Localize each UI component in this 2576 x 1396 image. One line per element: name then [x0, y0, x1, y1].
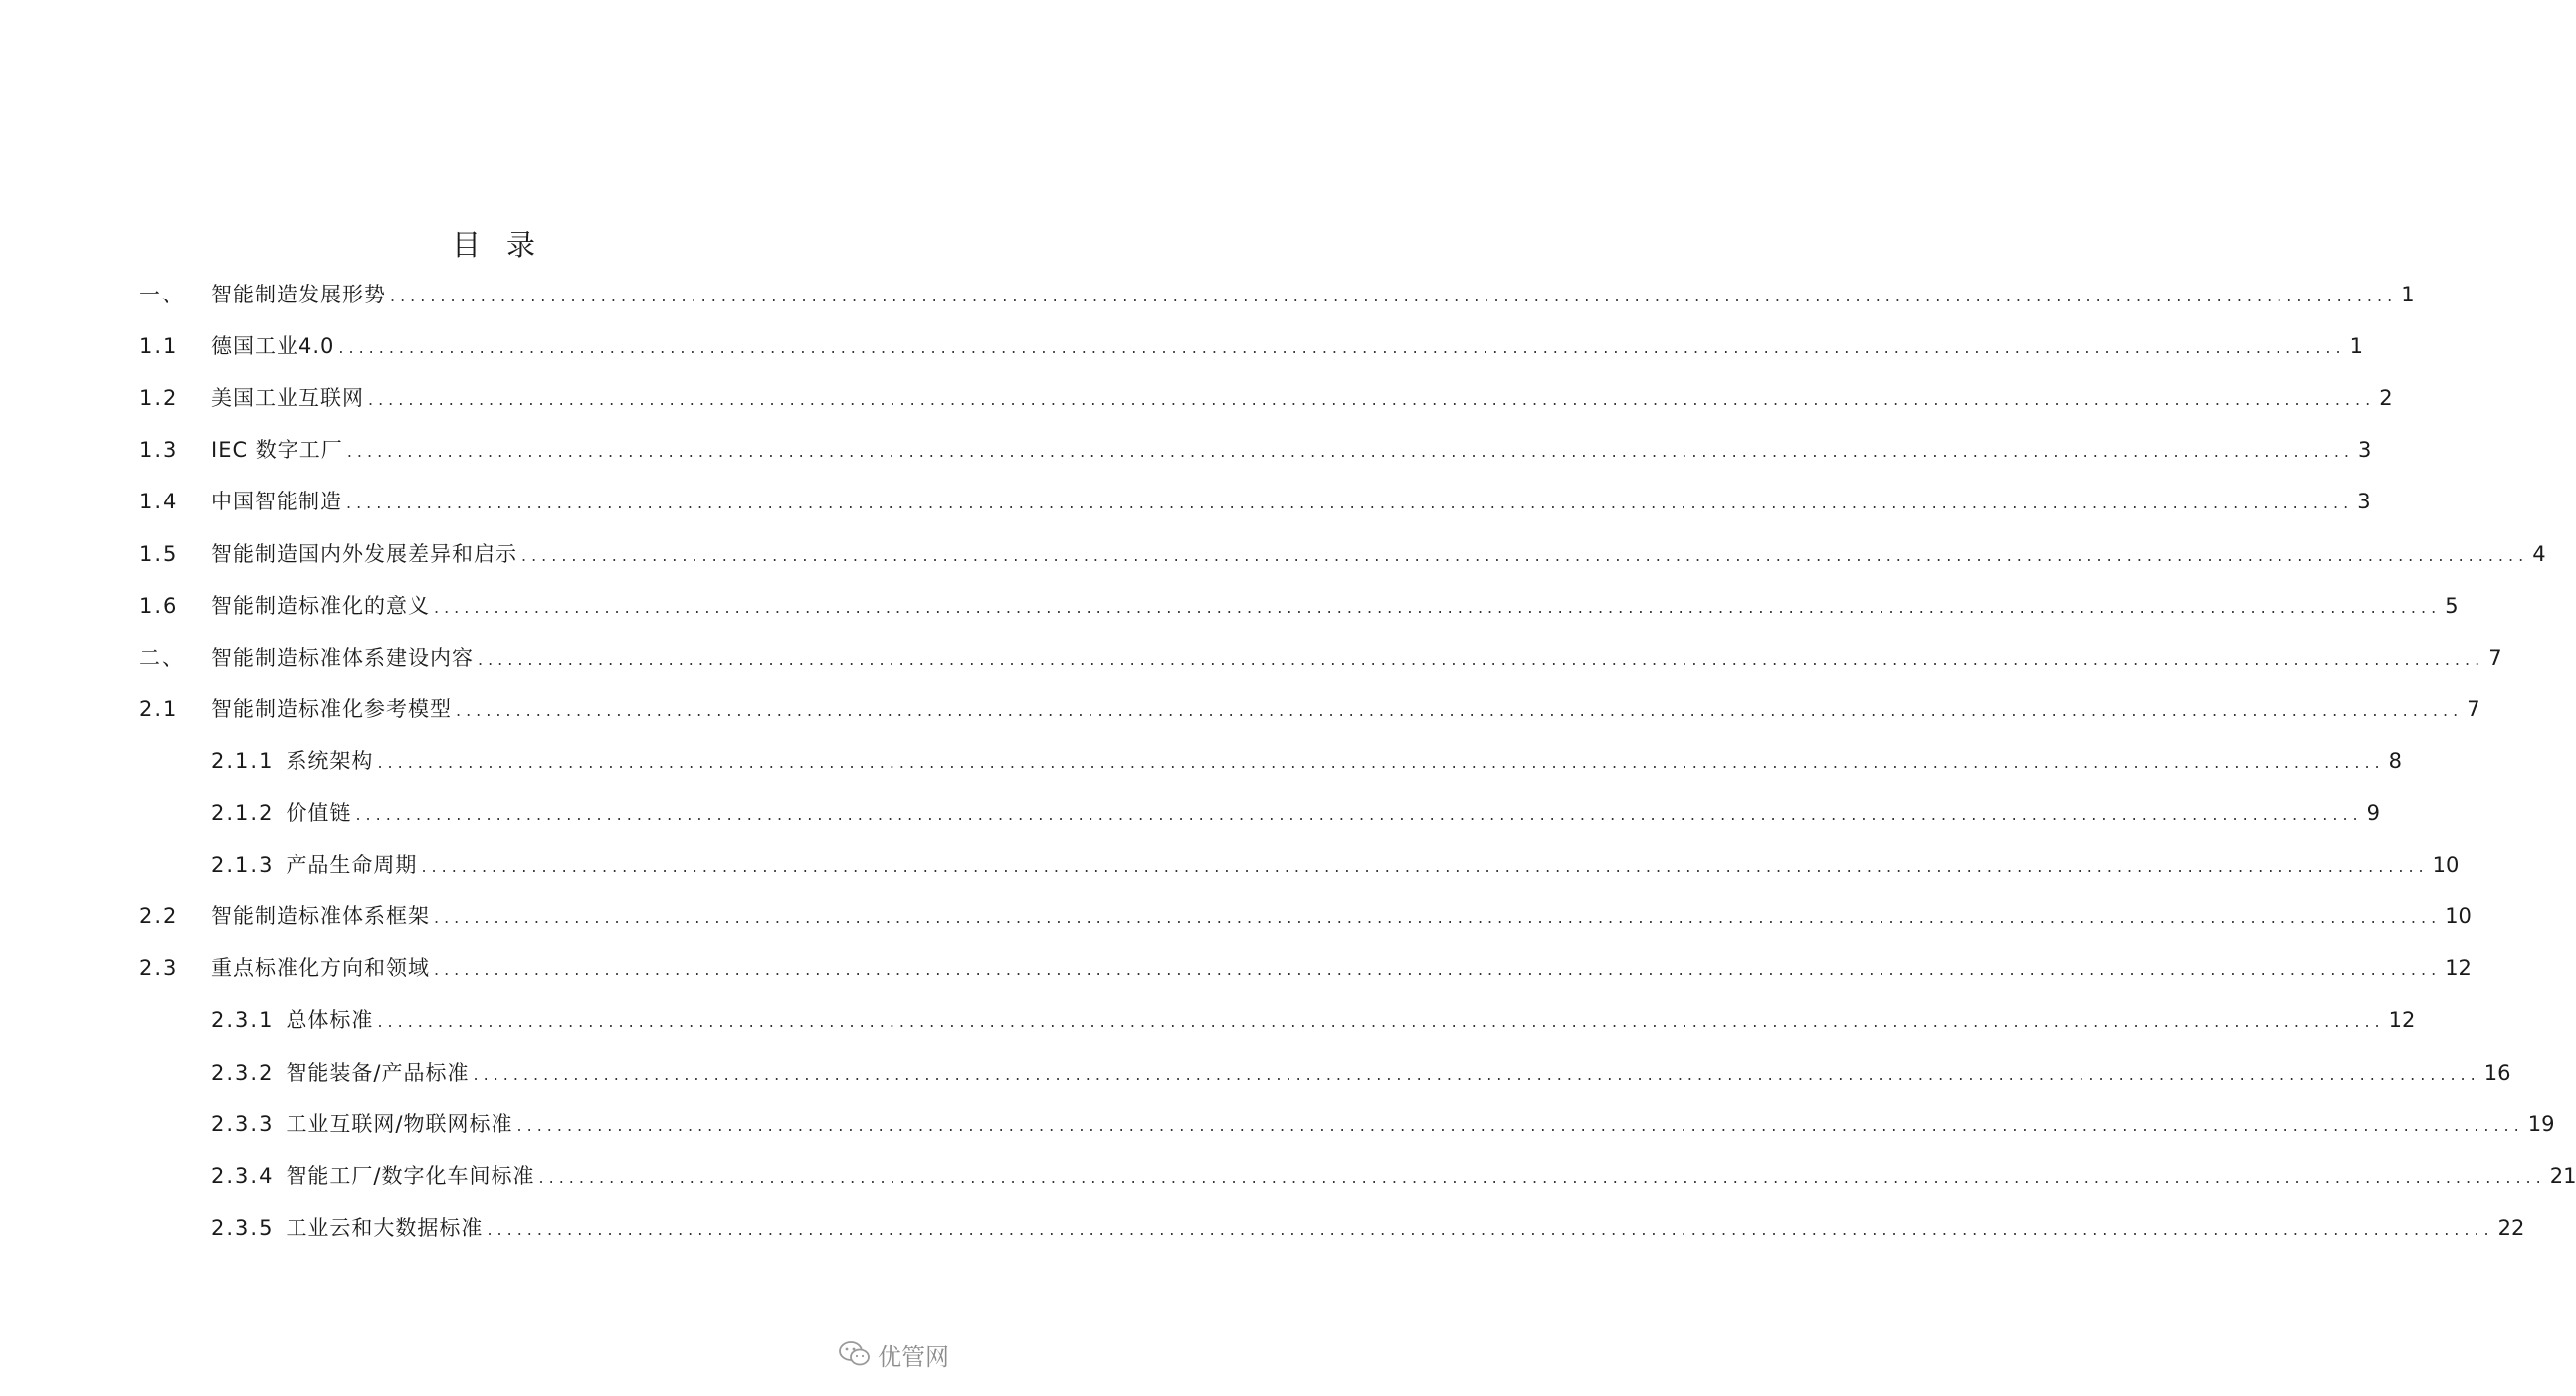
toc-dot-leader: ........................................................................................................................................................................................................: [516, 1116, 2524, 1135]
toc-entry-number: 2.1.1: [211, 749, 275, 773]
toc-dot-leader: ........................................................................................................................................................................................................: [346, 442, 2354, 461]
toc-entry-label: 智能工厂/数字化车间标准: [286, 1164, 535, 1188]
wechat-icon: [838, 1339, 872, 1369]
toc-entry-label: 德国工业4.0: [211, 334, 335, 358]
toc-entry[interactable]: [139, 901, 2472, 931]
toc-entry-label: 系统架构: [286, 749, 374, 773]
toc-entry-number: 2.1: [139, 698, 179, 721]
toc-entry-number: 2.1.3: [211, 853, 275, 877]
toc-entry-page: 12: [2388, 1008, 2416, 1032]
toc-entry-label: 智能装备/产品标准: [286, 1061, 470, 1085]
toc-entry[interactable]: [139, 591, 2459, 621]
watermark-text: 优管网: [878, 1342, 949, 1371]
toc-entry[interactable]: [139, 487, 2371, 516]
toc-entry-number: 2.2: [139, 904, 179, 928]
toc-entry[interactable]: [211, 1213, 2525, 1243]
watermark: [838, 1336, 949, 1372]
toc-entry-label: 智能制造国内外发展差异和启示: [211, 542, 517, 566]
toc-dot-leader: ........................................................................................................................................................................................................: [487, 1220, 2494, 1239]
toc-entry-label: 智能制造发展形势: [211, 283, 386, 306]
toc-entry-number: 1.6: [139, 594, 179, 618]
toc-entry-label: 工业云和大数据标准: [286, 1216, 484, 1240]
toc-entry-number: 二、: [139, 646, 185, 670]
toc-entry-page: 3: [2357, 490, 2371, 513]
toc-entry[interactable]: [139, 280, 2415, 309]
toc-entry[interactable]: [211, 1109, 2555, 1139]
toc-dot-leader: ........................................................................................................................................................................................................: [346, 494, 2354, 512]
toc-entry-number: 2.3.3: [211, 1112, 275, 1136]
toc-entry[interactable]: [139, 383, 2393, 413]
toc-entry[interactable]: [139, 539, 2546, 569]
toc-entry-page: 5: [2445, 594, 2459, 618]
toc-dot-leader: ........................................................................................................................................................................................................: [538, 1168, 2546, 1187]
toc-entry-page: 8: [2388, 749, 2402, 773]
toc-dot-leader: ........................................................................................................................................................................................................: [434, 960, 2442, 979]
toc-entry[interactable]: [139, 331, 2363, 361]
toc-dot-leader: ........................................................................................................................................................................................................: [521, 546, 2529, 565]
toc-entry-page: 21: [2549, 1164, 2576, 1188]
toc-entry-label: 智能制造标准体系框架: [211, 904, 430, 928]
toc-entry-number: 1.4: [139, 490, 179, 513]
toc-entry-page: 10: [2445, 904, 2472, 928]
toc-entry-page: 7: [2467, 698, 2480, 721]
toc-entry-page: 7: [2488, 646, 2502, 670]
toc-entry-number: 2.1.2: [211, 801, 275, 825]
toc-entry-page: 4: [2532, 542, 2546, 566]
toc-entry[interactable]: [139, 953, 2472, 983]
toc-entry-label: 中国智能制造: [211, 490, 342, 513]
toc-entry[interactable]: [211, 1058, 2511, 1088]
toc-entry-label: 价值链: [286, 801, 352, 825]
toc-entry-page: 12: [2445, 956, 2472, 980]
toc-entry-number: 一、: [139, 283, 185, 306]
toc-entry-number: 1.1: [139, 334, 179, 358]
toc-dot-leader: ........................................................................................................................................................................................................: [390, 287, 2398, 305]
toc-entry-page: 16: [2483, 1061, 2511, 1085]
toc-entry-page: 2: [2379, 386, 2393, 410]
toc-dot-leader: ........................................................................................................................................................................................................: [473, 1065, 2480, 1084]
toc-entry-number: 1.5: [139, 542, 179, 566]
toc-entry-number: 2.3.2: [211, 1061, 275, 1085]
toc-entry-page: 1: [2401, 283, 2415, 306]
toc-entry-page: 3: [2358, 438, 2372, 462]
toc-title: 目录: [451, 228, 561, 262]
toc-entry[interactable]: [139, 435, 2372, 465]
toc-entry-page: 10: [2432, 853, 2460, 877]
toc-entry-label: 工业互联网/物联网标准: [286, 1112, 513, 1136]
toc-entry[interactable]: [211, 1161, 2576, 1191]
toc-entry[interactable]: [139, 695, 2480, 724]
toc-dot-leader: ........................................................................................................................................................................................................: [434, 598, 2442, 617]
toc-entry-number: 2.3.5: [211, 1216, 275, 1240]
toc-dot-leader: ........................................................................................................................................................................................................: [338, 338, 2346, 357]
toc-dot-leader: ........................................................................................................................................................................................................: [377, 1012, 2385, 1031]
toc-entry-page: 22: [2497, 1216, 2525, 1240]
toc-dot-leader: ........................................................................................................................................................................................................: [434, 908, 2442, 927]
toc-entry-page: 19: [2527, 1112, 2555, 1136]
toc-entry-number: 1.2: [139, 386, 179, 410]
toc-entry-page: 9: [2366, 801, 2380, 825]
toc-entry-label: 美国工业互联网: [211, 386, 364, 410]
toc-dot-leader: ........................................................................................................................................................................................................: [368, 390, 2376, 409]
toc-entry-label: 智能制造标准体系建设内容: [211, 646, 474, 670]
toc-entry[interactable]: [211, 798, 2380, 828]
toc-entry[interactable]: [139, 643, 2502, 673]
toc-entry-number: 2.3.4: [211, 1164, 275, 1188]
toc-dot-leader: ........................................................................................................................................................................................................: [355, 805, 2363, 824]
toc-dot-leader: ........................................................................................................................................................................................................: [421, 857, 2429, 876]
toc-dot-leader: ........................................................................................................................................................................................................: [456, 701, 2464, 720]
toc-entry-number: 2.3: [139, 956, 179, 980]
toc-entry[interactable]: [211, 746, 2402, 776]
toc-entry-number: 2.3.1: [211, 1008, 275, 1032]
toc-entry-label: 总体标准: [286, 1008, 374, 1032]
toc-entry[interactable]: [211, 850, 2460, 880]
toc-dot-leader: ........................................................................................................................................................................................................: [377, 753, 2385, 772]
toc-entry-page: 1: [2349, 334, 2363, 358]
toc-dot-leader: ........................................................................................................................................................................................................: [478, 650, 2485, 669]
toc-entry[interactable]: [211, 1005, 2416, 1035]
toc-entry-label: 产品生命周期: [286, 853, 418, 877]
toc-entry-label: IEC 数字工厂: [211, 438, 343, 462]
toc-entry-label: 智能制造标准化的意义: [211, 594, 430, 618]
toc-entry-number: 1.3: [139, 438, 179, 462]
toc-entry-label: 智能制造标准化参考模型: [211, 698, 452, 721]
toc-entry-label: 重点标准化方向和领域: [211, 956, 430, 980]
